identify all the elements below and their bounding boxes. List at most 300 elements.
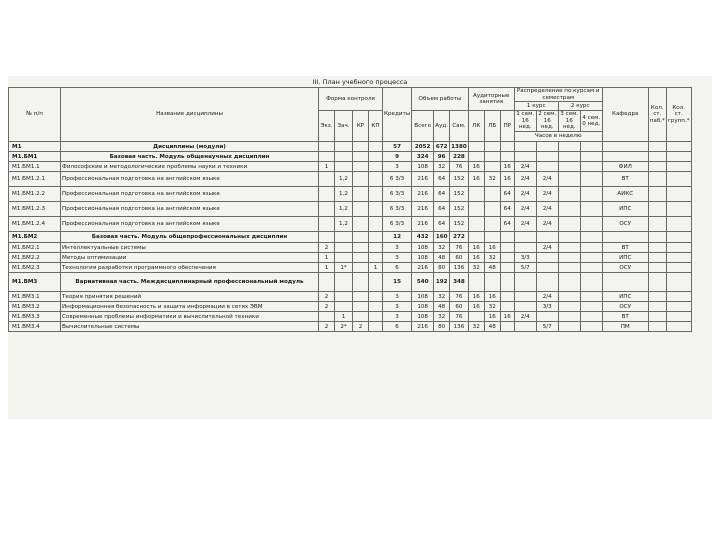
cell-total: 216	[412, 187, 434, 202]
cell-credits: 3	[383, 302, 412, 312]
cell-s1	[514, 142, 536, 152]
cell-s2	[536, 232, 558, 243]
cell-s2: 5/7	[536, 322, 558, 332]
cell-kaf: ОСУ	[602, 302, 648, 312]
header-num: № п/п	[9, 88, 61, 142]
cell-kp: 1	[369, 263, 383, 273]
table-row	[9, 152, 692, 162]
cell-kaf: ИПС	[602, 292, 648, 302]
cell-zach	[335, 302, 353, 312]
cell-kr	[353, 232, 369, 243]
cell-s1: 2/4	[514, 217, 536, 232]
cell-s3	[558, 162, 580, 172]
cell-empty	[648, 232, 666, 243]
cell-kaf: ОСУ	[602, 217, 648, 232]
cell-s1: 2/4	[514, 172, 536, 187]
cell-pr: 16	[500, 312, 514, 322]
curriculum-table	[8, 87, 692, 332]
cell-num: M1.BM3.3	[9, 312, 61, 322]
cell-exam: 2	[319, 322, 335, 332]
cell-total: 108	[412, 162, 434, 172]
cell-total: 108	[412, 243, 434, 253]
cell-credits: 6 3/3	[383, 217, 412, 232]
cell-lb: 16	[484, 243, 500, 253]
cell-aud: 672	[434, 142, 450, 152]
cell-pr	[500, 292, 514, 302]
cell-lk: 16	[468, 243, 484, 253]
table-row	[9, 312, 692, 322]
cell-lb: 48	[484, 322, 500, 332]
cell-s1	[514, 273, 536, 292]
cell-kp	[369, 172, 383, 187]
cell-s1: 2/4	[514, 202, 536, 217]
cell-s4	[580, 243, 602, 253]
cell-lb	[484, 187, 500, 202]
cell-empty	[648, 142, 666, 152]
cell-pr	[500, 263, 514, 273]
cell-name: Базовая часть. Модуль общепрофессиональных дисциплин	[61, 232, 319, 243]
header-total: Всего	[412, 111, 434, 142]
cell-credits: 3	[383, 243, 412, 253]
cell-s4	[580, 172, 602, 187]
cell-kr	[353, 302, 369, 312]
cell-name: Базовая часть. Модуль общенаучных дисциплин	[61, 152, 319, 162]
cell-lk	[468, 217, 484, 232]
cell-kp	[369, 217, 383, 232]
cell-name: Теория принятия решений	[61, 292, 319, 302]
cell-aud: 192	[434, 273, 450, 292]
cell-empty	[648, 322, 666, 332]
cell-zach	[335, 273, 353, 292]
cell-credits: 6 3/3	[383, 172, 412, 187]
cell-s4	[580, 312, 602, 322]
cell-kp	[369, 152, 383, 162]
cell-total: 108	[412, 302, 434, 312]
cell-lb	[484, 152, 500, 162]
cell-total: 108	[412, 292, 434, 302]
cell-kaf: ИПС	[602, 253, 648, 263]
cell-s4	[580, 302, 602, 312]
cell-empty	[666, 322, 691, 332]
cell-s1	[514, 243, 536, 253]
cell-empty	[666, 202, 691, 217]
cell-pr	[500, 243, 514, 253]
table-row	[9, 172, 692, 187]
cell-lb: 16	[484, 312, 500, 322]
cell-zach	[335, 292, 353, 302]
cell-exam	[319, 312, 335, 322]
header-pr: ПР	[500, 111, 514, 142]
header-course2: 2 курс	[558, 102, 602, 111]
cell-sam: 152	[450, 187, 469, 202]
cell-credits: 6 3/3	[383, 202, 412, 217]
cell-zach: 1	[335, 312, 353, 322]
cell-name: Дисциплины (модули)	[61, 142, 319, 152]
cell-s4	[580, 263, 602, 273]
cell-s3	[558, 172, 580, 187]
cell-lk	[468, 152, 484, 162]
cell-empty	[666, 312, 691, 322]
cell-empty	[648, 152, 666, 162]
cell-s4	[580, 142, 602, 152]
cell-kr	[353, 253, 369, 263]
cell-sam: 76	[450, 243, 469, 253]
cell-pr	[500, 142, 514, 152]
cell-s4	[580, 152, 602, 162]
cell-kaf: АИКС	[602, 187, 648, 202]
header-hours-week: Часов в неделю	[514, 132, 602, 142]
cell-kaf	[602, 232, 648, 243]
cell-s1: 3/3	[514, 253, 536, 263]
cell-kr	[353, 172, 369, 187]
cell-lb	[484, 232, 500, 243]
cell-s3	[558, 263, 580, 273]
cell-zach	[335, 162, 353, 172]
cell-s3	[558, 142, 580, 152]
header-sem1: 1 сем. 16 нед.	[514, 111, 536, 132]
cell-sam: 60	[450, 253, 469, 263]
cell-lk: 16	[468, 162, 484, 172]
cell-sam: 60	[450, 302, 469, 312]
cell-s2: 2/4	[536, 172, 558, 187]
cell-num: M1.БМ1.2.2	[9, 187, 61, 202]
cell-credits: 6	[383, 322, 412, 332]
cell-exam	[319, 172, 335, 187]
cell-lb: 32	[484, 302, 500, 312]
cell-pr: 16	[500, 172, 514, 187]
cell-s3	[558, 253, 580, 263]
cell-kp	[369, 162, 383, 172]
cell-empty	[648, 273, 666, 292]
cell-lb	[484, 162, 500, 172]
cell-kr	[353, 312, 369, 322]
cell-s2	[536, 312, 558, 322]
cell-kp	[369, 253, 383, 263]
table-row	[9, 187, 692, 202]
cell-zach: 1,2	[335, 172, 353, 187]
cell-aud: 48	[434, 253, 450, 263]
cell-total: 216	[412, 217, 434, 232]
cell-pr	[500, 273, 514, 292]
cell-s1	[514, 152, 536, 162]
cell-lk: 16	[468, 302, 484, 312]
cell-kr	[353, 187, 369, 202]
cell-pr: 64	[500, 187, 514, 202]
cell-exam	[319, 202, 335, 217]
cell-lb	[484, 217, 500, 232]
cell-credits: 12	[383, 232, 412, 243]
cell-sam: 348	[450, 273, 469, 292]
cell-kaf: ПМ	[602, 322, 648, 332]
header-name: Название дисциплины	[61, 88, 319, 142]
cell-empty	[648, 187, 666, 202]
cell-exam	[319, 187, 335, 202]
cell-kaf: ВТ	[602, 243, 648, 253]
header-aud: Ауд.	[434, 111, 450, 142]
cell-pr	[500, 253, 514, 263]
cell-kp	[369, 243, 383, 253]
cell-sam: 152	[450, 202, 469, 217]
cell-sam: 152	[450, 172, 469, 187]
cell-num: M1.БМ2.1	[9, 243, 61, 253]
cell-s2: 2/4	[536, 202, 558, 217]
cell-name: Интеллектуальные системы	[61, 243, 319, 253]
cell-total: 216	[412, 263, 434, 273]
cell-aud: 64	[434, 217, 450, 232]
cell-pr	[500, 322, 514, 332]
cell-lb: 32	[484, 172, 500, 187]
cell-exam: 1	[319, 253, 335, 263]
cell-s2: 2/4	[536, 243, 558, 253]
cell-s3	[558, 202, 580, 217]
cell-sam: 228	[450, 152, 469, 162]
cell-empty	[666, 172, 691, 187]
cell-s3	[558, 152, 580, 162]
cell-lk: 16	[468, 253, 484, 263]
cell-empty	[648, 292, 666, 302]
cell-name: Методы оптимизации	[61, 253, 319, 263]
cell-kaf	[602, 273, 648, 292]
document-title: III. План учебного процесса	[312, 78, 408, 86]
cell-s2	[536, 273, 558, 292]
cell-lk: 16	[468, 292, 484, 302]
table-row	[9, 217, 692, 232]
cell-kaf	[602, 152, 648, 162]
cell-exam: 2	[319, 292, 335, 302]
cell-s3	[558, 292, 580, 302]
header-sam: Сам.	[450, 111, 469, 142]
cell-num: M1.БМ1.2.3	[9, 202, 61, 217]
cell-s1	[514, 292, 536, 302]
cell-s2	[536, 142, 558, 152]
cell-kp	[369, 232, 383, 243]
header-exam: Экз.	[319, 111, 335, 142]
table-row	[9, 142, 692, 152]
cell-s1	[514, 232, 536, 243]
cell-name: Профессиональная подготовка на английском языке	[61, 202, 319, 217]
cell-s2: 2/4	[536, 217, 558, 232]
cell-s3	[558, 187, 580, 202]
cell-exam: 1	[319, 162, 335, 172]
cell-credits: 3	[383, 292, 412, 302]
cell-s4	[580, 202, 602, 217]
cell-kr	[353, 243, 369, 253]
cell-s4	[580, 187, 602, 202]
cell-kr	[353, 292, 369, 302]
cell-kaf: ВТ	[602, 312, 648, 322]
cell-zach: 2*	[335, 322, 353, 332]
cell-kr	[353, 263, 369, 273]
cell-s4	[580, 232, 602, 243]
cell-s4	[580, 162, 602, 172]
cell-empty	[666, 263, 691, 273]
cell-aud: 80	[434, 322, 450, 332]
cell-num: M1.BM3.1	[9, 292, 61, 302]
header-kp: КП	[369, 111, 383, 142]
cell-s2	[536, 263, 558, 273]
cell-zach	[335, 152, 353, 162]
cell-kr	[353, 152, 369, 162]
cell-lk: 16	[468, 172, 484, 187]
cell-pr: 64	[500, 202, 514, 217]
cell-kaf: ВТ	[602, 172, 648, 187]
cell-s4	[580, 217, 602, 232]
cell-name: Вариативная часть. Междисциплинарный профессиональный модуль	[61, 273, 319, 292]
cell-s4	[580, 273, 602, 292]
cell-name: Информационная безопасность и защита информации в сетях ЭВМ	[61, 302, 319, 312]
cell-aud: 64	[434, 187, 450, 202]
cell-lk	[468, 187, 484, 202]
table-row	[9, 273, 692, 292]
cell-kaf: ОСУ	[602, 263, 648, 273]
cell-aud: 32	[434, 312, 450, 322]
cell-s1	[514, 302, 536, 312]
cell-lb	[484, 202, 500, 217]
cell-name: Технология разработки программного обеспечения	[61, 263, 319, 273]
cell-exam: 2	[319, 243, 335, 253]
cell-sam: 76	[450, 312, 469, 322]
cell-s3	[558, 232, 580, 243]
table-row	[9, 292, 692, 302]
cell-exam	[319, 152, 335, 162]
cell-num: M1.БМ1.2.1	[9, 172, 61, 187]
cell-s3	[558, 302, 580, 312]
cell-s2	[536, 253, 558, 263]
cell-s3	[558, 243, 580, 253]
cell-credits: 3	[383, 162, 412, 172]
cell-kp	[369, 187, 383, 202]
cell-name: Современные проблемы информатики и вычислительной техники	[61, 312, 319, 322]
cell-empty	[666, 162, 691, 172]
cell-empty	[648, 217, 666, 232]
table-row	[9, 322, 692, 332]
cell-exam	[319, 217, 335, 232]
header-zach: Зач.	[335, 111, 353, 142]
cell-empty	[648, 253, 666, 263]
cell-empty	[666, 217, 691, 232]
cell-s4	[580, 292, 602, 302]
cell-sam: 76	[450, 292, 469, 302]
cell-total: 540	[412, 273, 434, 292]
cell-empty	[666, 232, 691, 243]
cell-kp	[369, 142, 383, 152]
cell-s4	[580, 253, 602, 263]
cell-lb: 48	[484, 263, 500, 273]
cell-s2: 3/3	[536, 302, 558, 312]
table-row	[9, 253, 692, 263]
cell-aud: 32	[434, 243, 450, 253]
cell-sam: 76	[450, 162, 469, 172]
cell-empty	[666, 253, 691, 263]
cell-num: M1.БМ1.2.4	[9, 217, 61, 232]
cell-empty	[648, 243, 666, 253]
cell-total: 216	[412, 172, 434, 187]
table-row	[9, 202, 692, 217]
cell-empty	[648, 202, 666, 217]
cell-lk	[468, 312, 484, 322]
cell-kp	[369, 202, 383, 217]
cell-pr: 64	[500, 217, 514, 232]
cell-pr	[500, 152, 514, 162]
header-sem3: 3 сем. 16 нед.	[558, 111, 580, 132]
cell-name: Философские и методологические проблемы науки и техники	[61, 162, 319, 172]
cell-empty	[648, 172, 666, 187]
cell-zach: 1,2	[335, 202, 353, 217]
cell-kr	[353, 217, 369, 232]
cell-aud: 32	[434, 162, 450, 172]
cell-s3	[558, 312, 580, 322]
cell-num: M1	[9, 142, 61, 152]
cell-lk: 32	[468, 322, 484, 332]
cell-kp	[369, 322, 383, 332]
cell-lk	[468, 232, 484, 243]
cell-empty	[648, 162, 666, 172]
table-row	[9, 302, 692, 312]
cell-empty	[666, 187, 691, 202]
cell-lb	[484, 273, 500, 292]
cell-s2: 2/4	[536, 292, 558, 302]
cell-zach	[335, 232, 353, 243]
cell-sam: 1380	[451, 143, 467, 150]
cell-kr: 2	[353, 322, 369, 332]
cell-credits: 15	[383, 273, 412, 292]
cell-empty	[666, 152, 691, 162]
cell-total: 108	[412, 253, 434, 263]
cell-num: M1.БМ2.2	[9, 253, 61, 263]
cell-aud: 160	[434, 232, 450, 243]
cell-sam: 272	[450, 232, 469, 243]
cell-credits: 6 3/3	[383, 187, 412, 202]
cell-credits: 6	[383, 263, 412, 273]
cell-lk	[468, 142, 484, 152]
cell-pr	[500, 302, 514, 312]
cell-zach	[335, 243, 353, 253]
cell-credits: 3	[383, 253, 412, 263]
cell-kp	[369, 312, 383, 322]
cell-lk	[468, 202, 484, 217]
cell-empty	[648, 263, 666, 273]
cell-num: M1.БМ2	[9, 232, 61, 243]
cell-name: Профессиональная подготовка на английском языке	[61, 172, 319, 187]
cell-kr	[353, 202, 369, 217]
cell-num: M1.БМ1	[9, 152, 61, 162]
header-distribution: Распределение по курсам и семестрам	[514, 88, 602, 102]
cell-credits: 9	[383, 152, 412, 162]
cell-aud: 96	[434, 152, 450, 162]
cell-kp	[369, 302, 383, 312]
cell-s3	[558, 273, 580, 292]
table-row	[9, 232, 692, 243]
cell-empty	[666, 142, 691, 152]
cell-empty	[666, 292, 691, 302]
scanned-document	[8, 76, 712, 419]
cell-s1: 2/4	[514, 162, 536, 172]
cell-s3	[558, 217, 580, 232]
cell-exam: 1	[319, 263, 335, 273]
header-kol-gr: Кол. ст. групп.*	[666, 88, 691, 142]
header-kr: КР	[353, 111, 369, 142]
cell-sam: 136	[450, 263, 469, 273]
cell-lk	[468, 273, 484, 292]
cell-s1: 5/7	[514, 263, 536, 273]
header-kol-st: Кол. ст. паб.*	[648, 88, 666, 142]
table-row	[9, 243, 692, 253]
cell-empty	[666, 243, 691, 253]
cell-s4	[580, 322, 602, 332]
cell-credits: 57	[383, 142, 412, 152]
cell-aud: 64	[434, 202, 450, 217]
cell-empty	[648, 312, 666, 322]
